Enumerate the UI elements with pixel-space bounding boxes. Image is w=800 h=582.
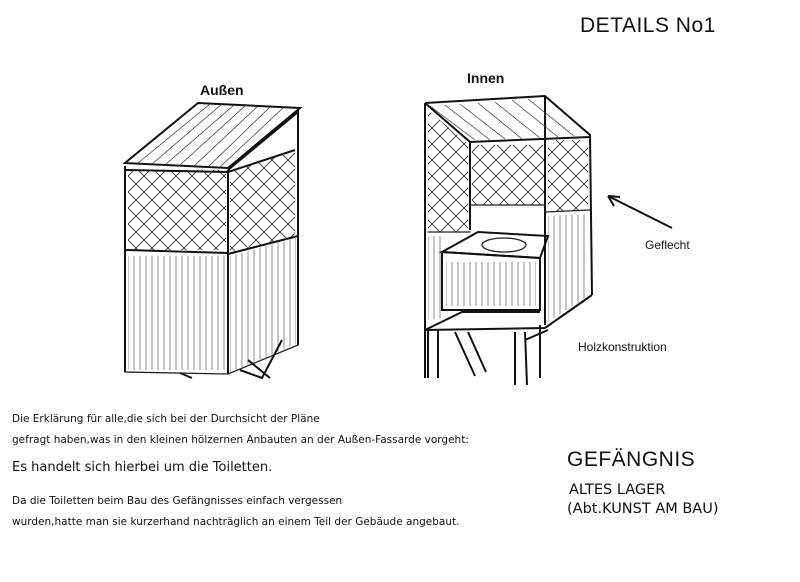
seat-top [442, 232, 548, 258]
exterior-side-lattice [230, 150, 295, 252]
interior-right-planks [548, 214, 588, 322]
seat-front-planks [446, 262, 536, 306]
explanation-statement: Es handelt sich hierbei um die Toiletten. [12, 460, 273, 475]
interior-left-planks [428, 236, 442, 320]
exterior-toilet-sketch [125, 103, 300, 378]
interior-left-lattice [428, 110, 468, 232]
explanation-line-1: Die Erklärung für alle,die sich bei der Durchsicht der Pläne [12, 413, 320, 425]
project-subtitle-2: (Abt.KUNST AM BAU) [567, 501, 719, 517]
lattice-label: Geflecht [645, 238, 690, 252]
interior-toilet-sketch [425, 96, 592, 385]
exterior-side-planks [230, 238, 296, 372]
explanation-line-4: Da die Toiletten beim Bau des Gefängnisses einfach vergessen [12, 495, 343, 507]
lattice-pointer-arrow [608, 196, 672, 228]
explanation-line-2: gefragt haben,was in den kleinen hölzernen Anbauten an der Außen-Fassarde vorgeht: [12, 434, 469, 446]
seat-hole [482, 238, 526, 252]
interior-back-lattice [472, 145, 544, 205]
exterior-front-lattice [128, 170, 226, 250]
page-title: DETAILS No1 [580, 14, 716, 37]
explanation-line-5: wurden,hatte man sie kurzerhand nachträglich an einem Teil der Gebäude angebaut. [12, 516, 460, 528]
project-name: GEFÄNGNIS [567, 448, 696, 471]
exterior-front-planks [128, 256, 226, 370]
interior-label: Innen [467, 70, 505, 86]
project-subtitle-1: ALTES LAGER [569, 482, 666, 498]
interior-right-lattice [548, 140, 588, 212]
timber-label: Holzkonstruktion [578, 340, 667, 354]
exterior-label: Außen [200, 82, 244, 98]
